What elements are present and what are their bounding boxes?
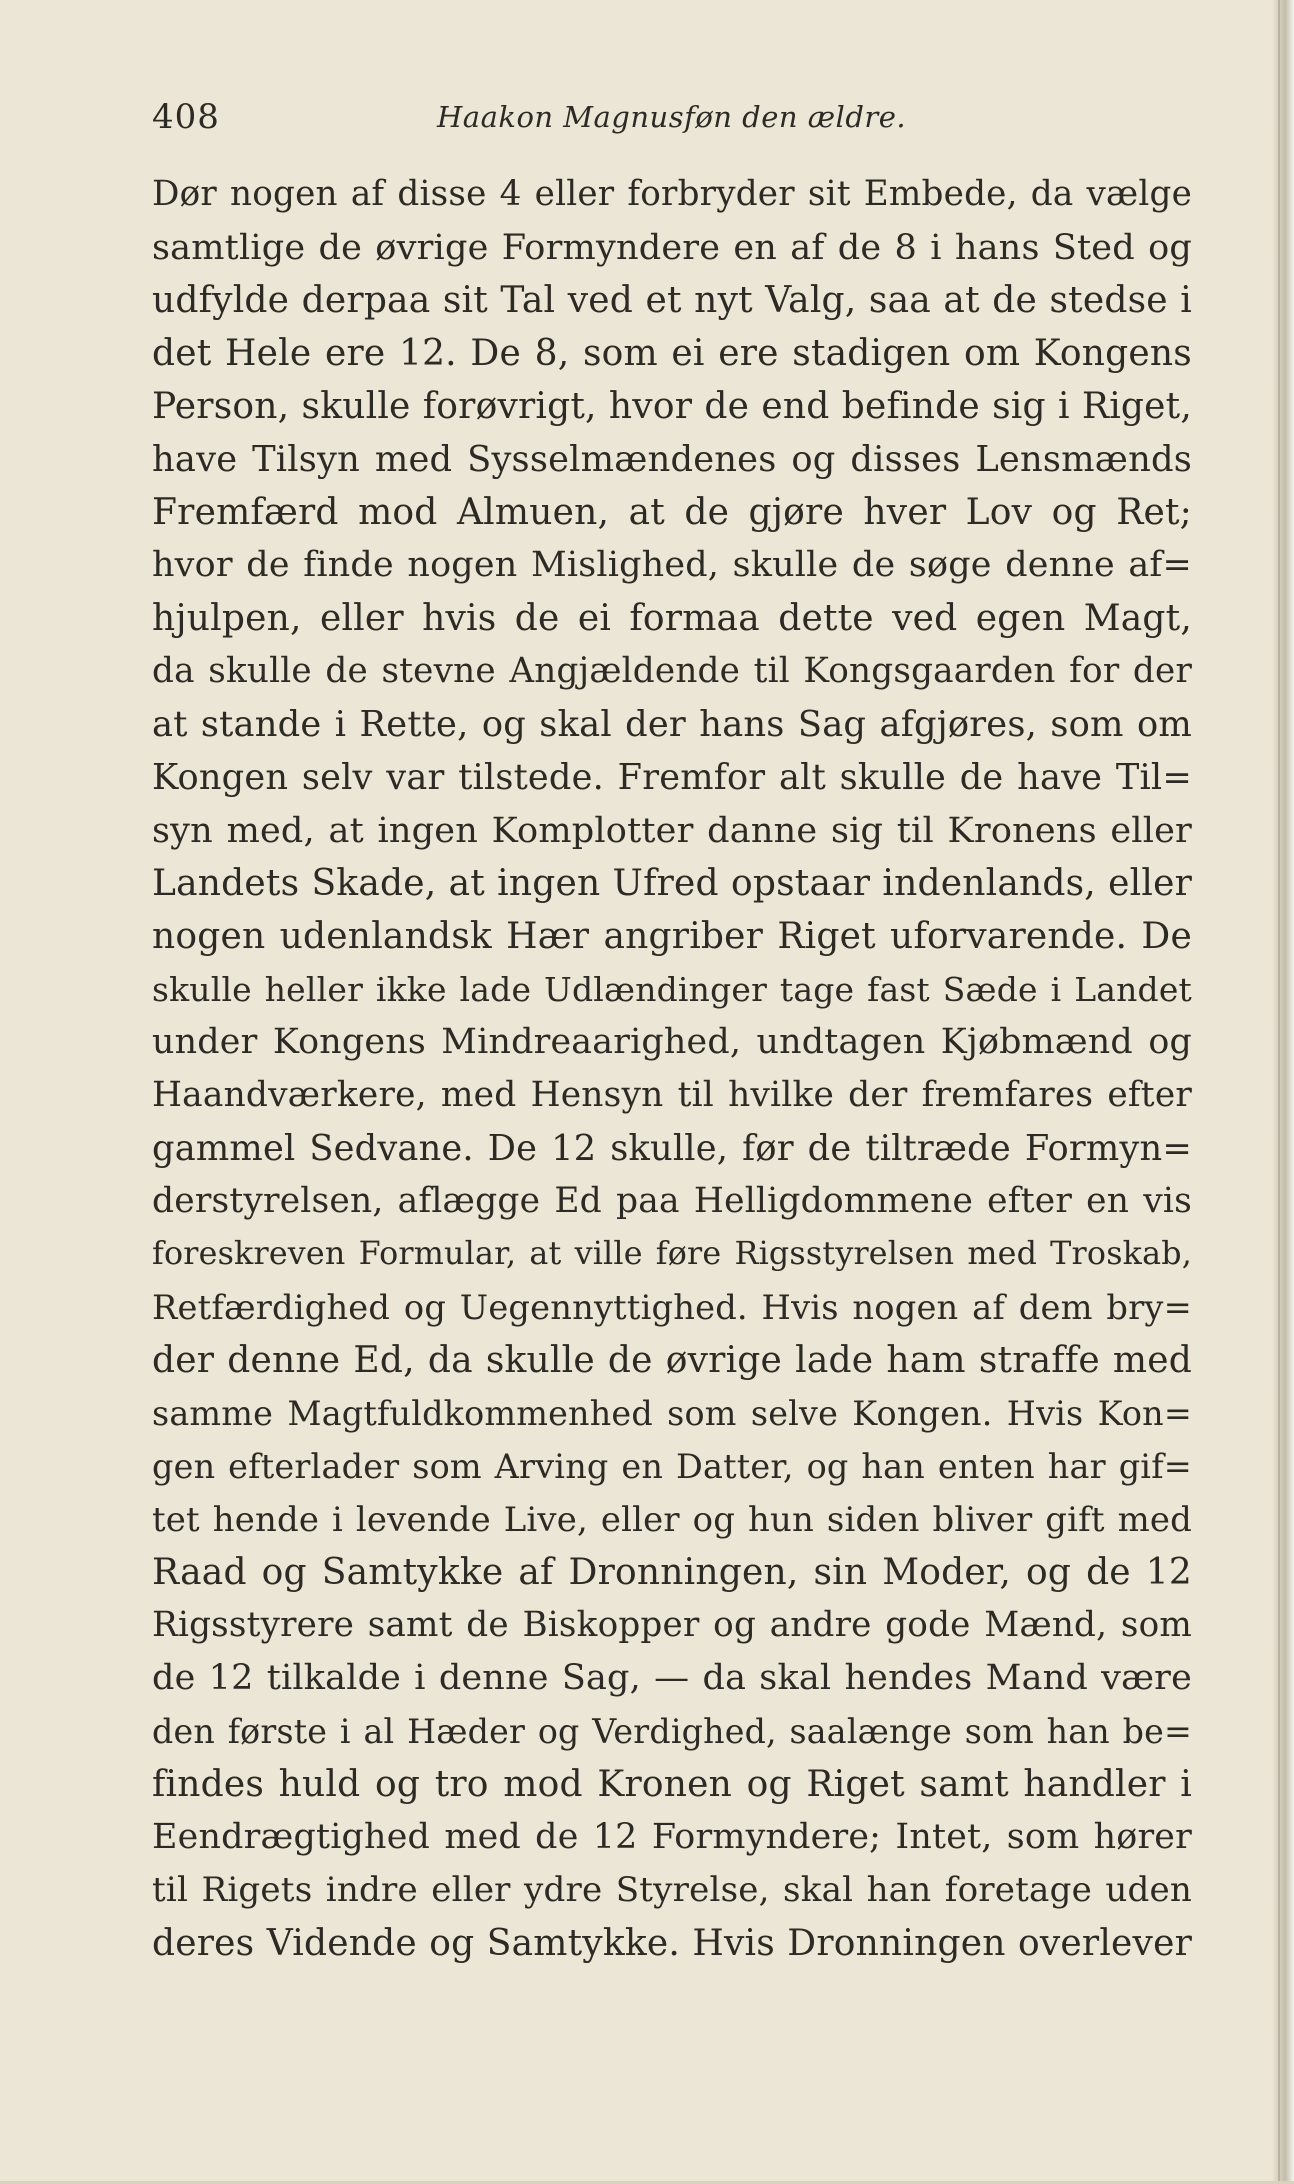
page-header: [152, 92, 1192, 142]
text-line: der denne Ed, da skulle de øvrige lade ham straffe med: [152, 1340, 1192, 1381]
text-line: udfylde derpaa sit Tal ved et nyt Valg, saa at de stedse i: [152, 280, 1192, 321]
text-line: Eendrægtighed med de 12 Formyndere; Intet, som hører: [152, 1817, 1192, 1857]
text-line: syn med, at ingen Komplotter danne sig til Kronens eller: [152, 810, 1192, 851]
text-line: skulle heller ikke lade Udlændinger tage fast Sæde i Landet: [152, 970, 1192, 1009]
text-line: tet hende i levende Live, eller og hun siden bliver gift med: [152, 1500, 1192, 1539]
text-line: Raad og Samtykke af Dronningen, sin Moder, og de 12: [152, 1552, 1192, 1593]
page-number: 408: [152, 97, 220, 137]
text-line: Kongen selv var tilstede. Fremfor alt skulle de have Til=: [152, 757, 1192, 798]
text-line: deres Vidende og Samtykke. Hvis Dronningen overlever: [152, 1923, 1192, 1964]
text-line: de 12 tilkalde i denne Sag, — da skal hendes Mand være: [152, 1658, 1192, 1698]
text-line: Fremfærd mod Almuen, at de gjøre hver Lov og Ret;: [152, 492, 1192, 533]
body-text: [152, 168, 1192, 1970]
text-line: Landets Skade, at ingen Ufred opstaar indenlands, eller: [152, 863, 1192, 904]
text-line: nogen udenlandsk Hær angriber Riget uforvarende. De: [152, 916, 1192, 957]
text-line: Dør nogen af disse 4 eller forbryder sit Embede, da vælge: [152, 174, 1192, 214]
text-line: derstyrelsen, aflægge Ed paa Helligdommene efter en vis: [152, 1181, 1192, 1221]
text-line: samme Magtfuldkommenhed som selve Kongen. Hvis Kon=: [152, 1394, 1192, 1433]
text-line: Retfærdighed og Uegennyttighed. Hvis nogen af dem bry=: [152, 1288, 1192, 1327]
text-line: gen efterlader som Arving en Datter, og han enten har gif=: [152, 1447, 1192, 1486]
text-line: det Hele ere 12. De 8, som ei ere stadigen om Kongens: [152, 333, 1192, 374]
text-line: have Tilsyn med Sysselmændenes og disses Lensmænds: [152, 439, 1192, 480]
text-line: findes huld og tro mod Kronen og Riget samt handler i: [152, 1764, 1192, 1805]
text-line: under Kongens Mindreaarighed, undtagen Kjøbmænd og: [152, 1022, 1192, 1062]
text-line: at stande i Rette, og skal der hans Sag afgjøres, som om: [152, 704, 1192, 745]
text-line: hvor de finde nogen Mislighed, skulle de søge denne af=: [152, 545, 1192, 585]
page-edge-line: [1278, 0, 1280, 2184]
page-edge-shadow: [1272, 0, 1294, 2184]
text-line: Rigsstyrere samt de Biskopper og andre gode Mænd, som: [152, 1605, 1192, 1645]
text-line: hjulpen, eller hvis de ei formaa dette ved egen Magt,: [152, 598, 1192, 639]
text-line: foreskreven Formular, at ville føre Rigsstyrelsen med Troskab,: [152, 1236, 1192, 1272]
text-line: da skulle de stevne Angjældende til Kongsgaarden for der: [152, 651, 1192, 691]
text-line: gammel Sedvane. De 12 skulle, før de tiltræde Formyn=: [152, 1128, 1192, 1169]
text-line: samtlige de øvrige Formyndere en af de 8 i hans Sted og: [152, 227, 1192, 268]
running-head: Haakon Magnusføn den ældre.: [437, 100, 907, 134]
text-line: den første i al Hæder og Verdighed, saalænge som han be=: [152, 1712, 1192, 1751]
text-line: Haandværkere, med Hensyn til hvilke der fremfares efter: [152, 1075, 1192, 1115]
text-line: til Rigets indre eller ydre Styrelse, skal han foretage uden: [152, 1870, 1192, 1910]
text-line: Person, skulle forøvrigt, hvor de end befinde sig i Riget,: [152, 386, 1192, 427]
